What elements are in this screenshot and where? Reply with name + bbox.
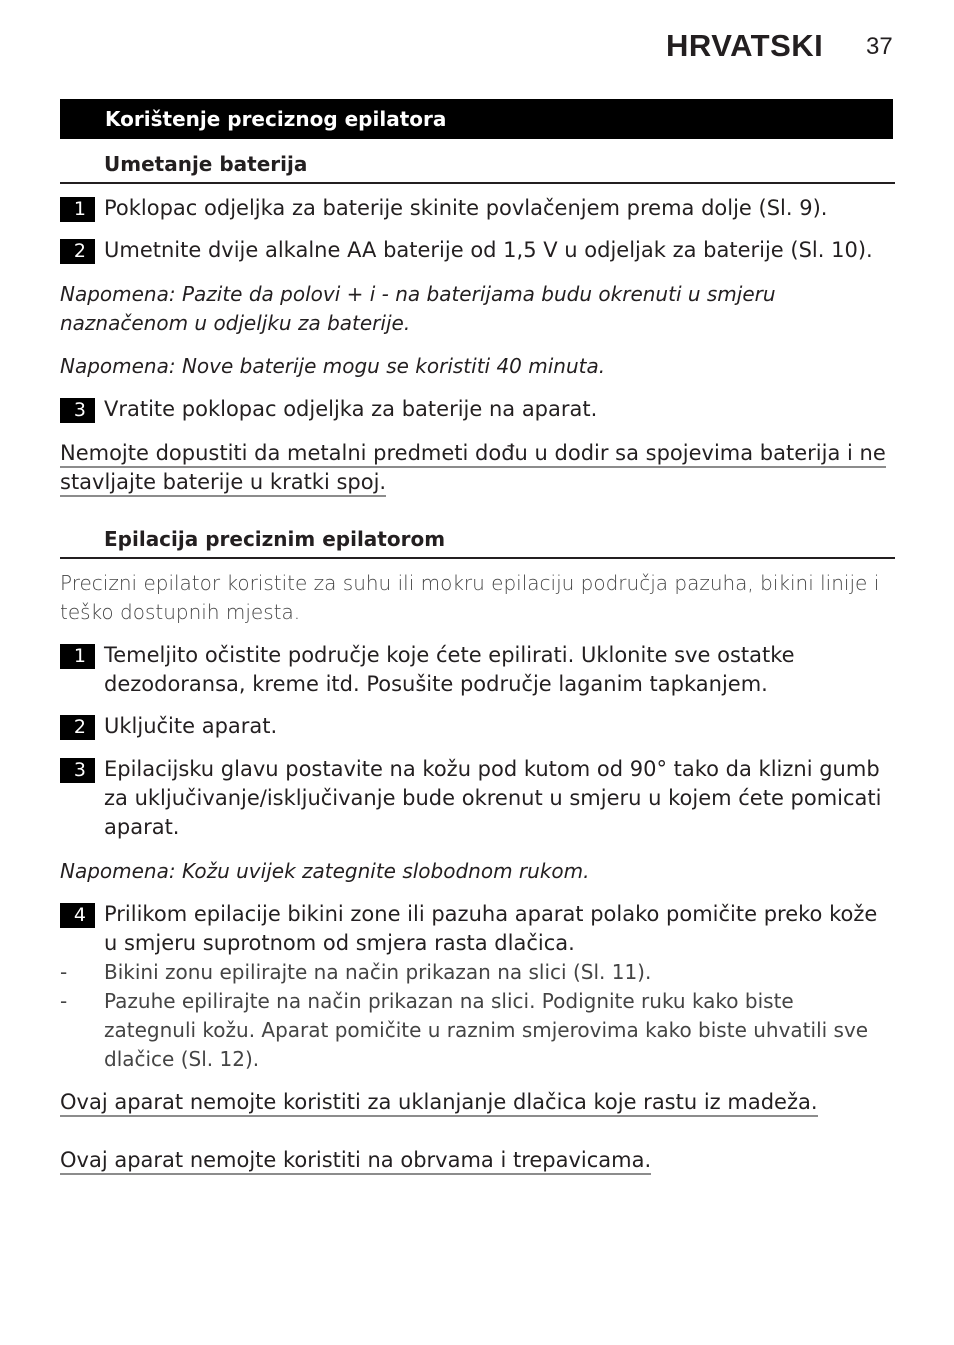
note-polarity: Napomena: Pazite da polovi + i - na baterijama budu okrenuti u smjeru naznačenom u odjeljku za baterije. [60,282,776,335]
bullet-dash: - [60,989,68,1013]
step-text: Uključite aparat. [104,714,278,738]
warning-battery-contacts: Nemojte dopustiti da metalni predmeti dođu u dodir sa spojevima baterija i ne stavljajte baterije u kratki spoj. [60,439,890,497]
header-language: HRVATSKI [666,28,824,63]
bullet-dash: - [60,960,68,984]
subsection-rule [60,182,895,184]
note-battery-life: Napomena: Nove baterije mogu se koristiti 40 minuta. [60,354,606,378]
subsection-title-batteries: Umetanje baterija [104,152,308,176]
step-number-badge: 2 [60,715,95,740]
step-number-badge: 3 [60,398,95,423]
warning-moles: Ovaj aparat nemojte koristiti za uklanjanje dlačica koje rastu iz madeža. [60,1088,890,1117]
intro-paragraph: Precizni epilator koristite za suhu ili mokru epilaciju područja pazuha, bikini linije i teško dostupnih mjesta. [60,571,880,624]
step-text: Umetnite dvije alkalne AA baterije od 1,5 V u odjeljak za baterije (Sl. 10). [104,238,873,262]
step-text: Poklopac odjeljka za baterije skinite povlačenjem prema dolje (Sl. 9). [104,196,828,220]
step-number-badge: 2 [60,239,95,264]
note-skin: Napomena: Kožu uvijek zategnite slobodnom rukom. [60,859,590,883]
subsection-rule [60,557,895,559]
step-number-badge: 1 [60,197,95,222]
section-title: Korištenje preciznog epilatora [105,107,447,131]
section-title-bar [60,99,893,139]
warning-eyebrows: Ovaj aparat nemojte koristiti na obrvama i trepavicama. [60,1146,890,1175]
step-text: Temeljito očistite područje koje ćete epilirati. Uklonite sve ostatke dezodoransa, kreme itd. Posušite područje laganim tapkanjem. [104,643,795,696]
step-text: Prilikom epilacije bikini zone ili pazuha aparat polako pomičite preko kože u smjeru suprotnom od smjera rasta dlačica. [104,902,878,955]
bullet-text: Bikini zonu epilirajte na način prikazan na slici (Sl. 11). [104,960,652,984]
subsection-title-epilation: Epilacija preciznim epilatorom [104,527,446,551]
step-number-badge: 1 [60,644,95,669]
step-number-badge: 3 [60,758,95,783]
bullet-text: Pazuhe epilirajte na način prikazan na slici. Podignite ruku kako biste zategnuli kožu. Aparat pomičite u raznim smjerovima kako biste uhvatili sve dlačice (Sl. 12). [104,989,869,1071]
step-number-badge: 4 [60,903,95,928]
step-text: Epilacijsku glavu postavite na kožu pod kutom od 90° tako da klizni gumb za uključivanje/isključivanje bude okrenut u smjeru u kojem ćete pomicati aparat. [104,757,882,839]
page-number: 37 [866,33,893,60]
step-text: Vratite poklopac odjeljka za baterije na aparat. [104,397,598,421]
